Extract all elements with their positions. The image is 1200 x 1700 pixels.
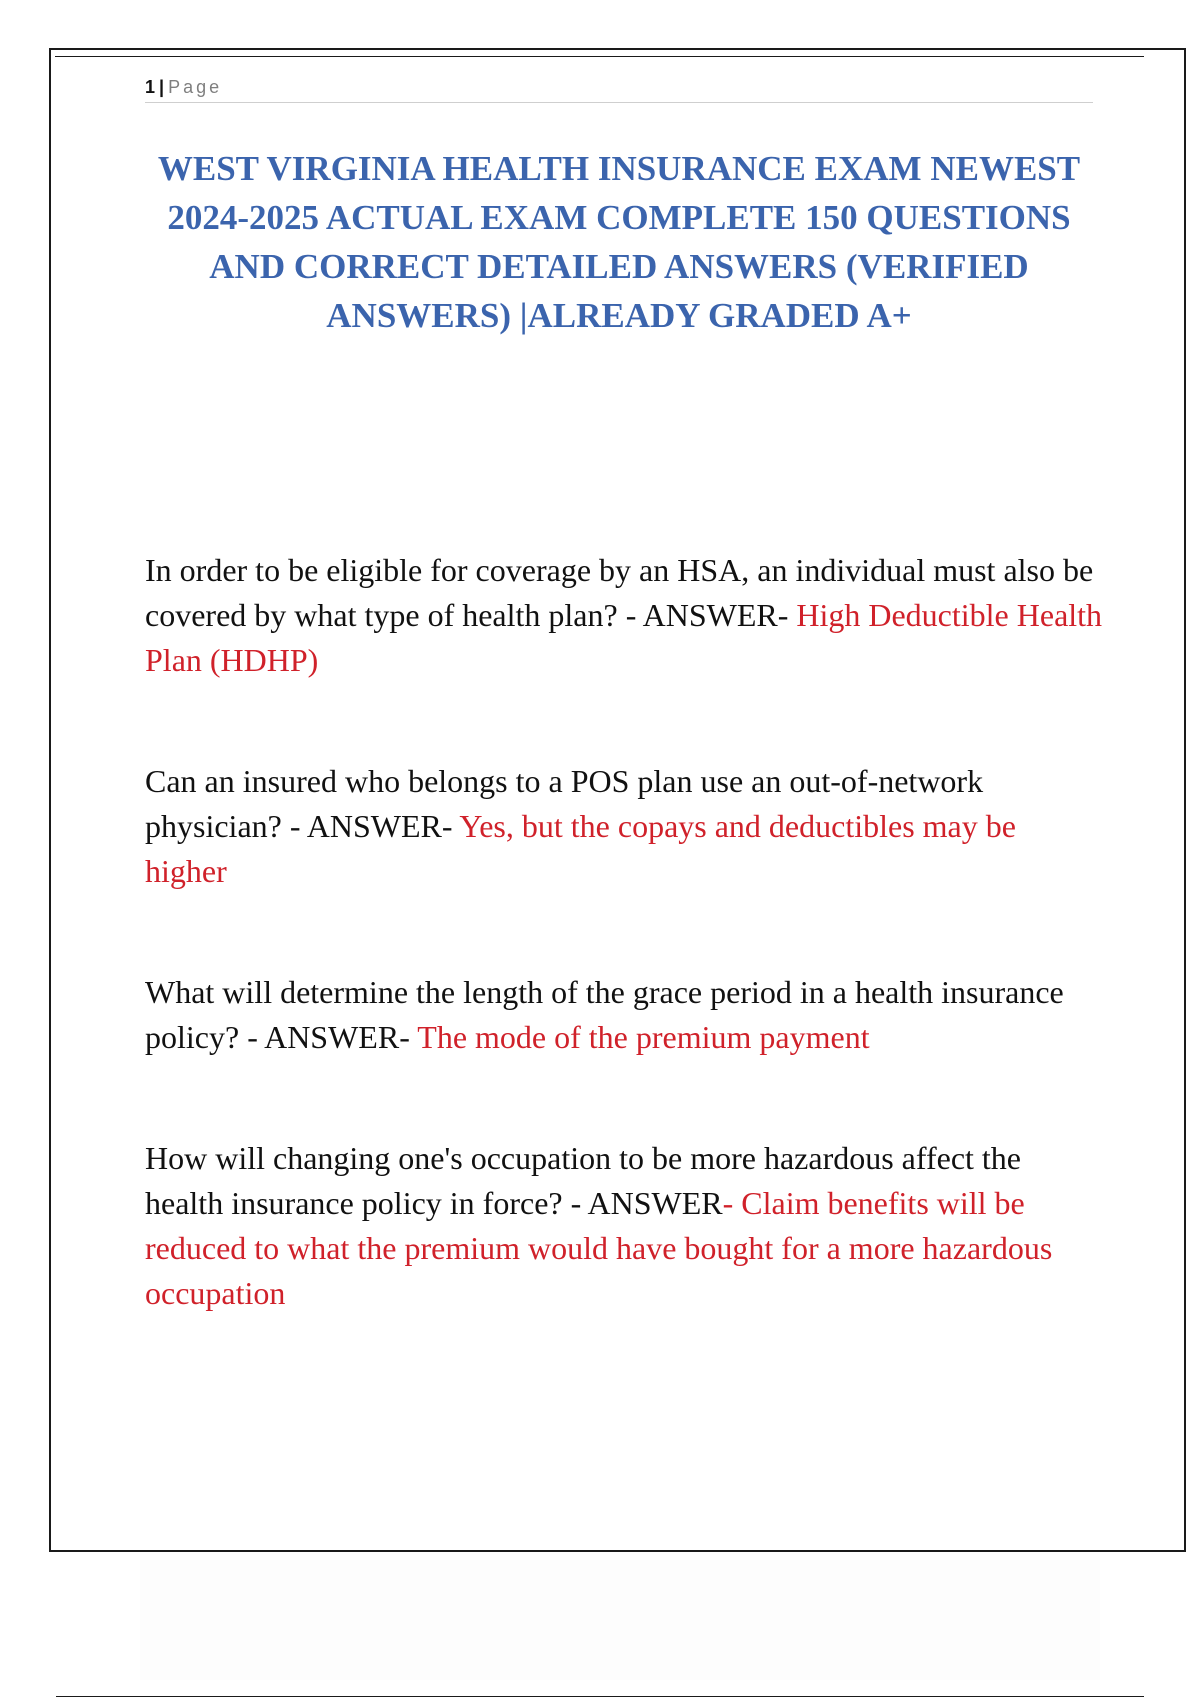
qa-list — [145, 548, 1105, 1316]
page-label: Page — [168, 77, 223, 97]
question-text: Can an insured who belongs to a POS plan use an out-of-network physician? - ANSWER- — [145, 763, 984, 844]
question-text: How will changing one's occupation to be more hazardous affect the health insurance policy in force? - ANSWER — [145, 1140, 1021, 1221]
answer-text: High Deductible Health Plan (HDHP) — [145, 597, 1103, 678]
page-border — [49, 48, 1186, 1552]
answer-text: Yes, but the copays and deductibles may be higher — [145, 808, 1016, 889]
top-rule — [55, 56, 1144, 57]
document-title: WEST VIRGINIA HEALTH INSURANCE EXAM NEWEST 2024-2025 ACTUAL EXAM COMPLETE 150 QUESTIONS AND CORRECT DETAILED ANSWERS (VERIFIED ANSWERS) |ALREADY GRADED A+ — [157, 149, 1081, 335]
qa-item — [145, 970, 1105, 1060]
qa-item — [145, 1136, 1105, 1316]
answer-text: The mode of the premium payment — [417, 1019, 870, 1055]
next-page-top-rule — [56, 1696, 1144, 1697]
page-separator: | — [159, 77, 165, 97]
page-number: 1 — [145, 77, 156, 97]
qa-item — [145, 548, 1105, 683]
question-text: What will determine the length of the grace period in a health insurance policy? - ANSWER- — [145, 974, 1064, 1055]
question-text: In order to be eligible for coverage by an HSA, an individual must also be covered by what type of health plan? - ANSWER- — [145, 552, 1094, 633]
page-header — [145, 74, 1093, 103]
answer-text: - Claim benefits will be reduced to what the premium would have bought for a more hazardous occupation — [145, 1185, 1053, 1311]
qa-item — [145, 759, 1105, 894]
next-page-background — [140, 1560, 1100, 1680]
